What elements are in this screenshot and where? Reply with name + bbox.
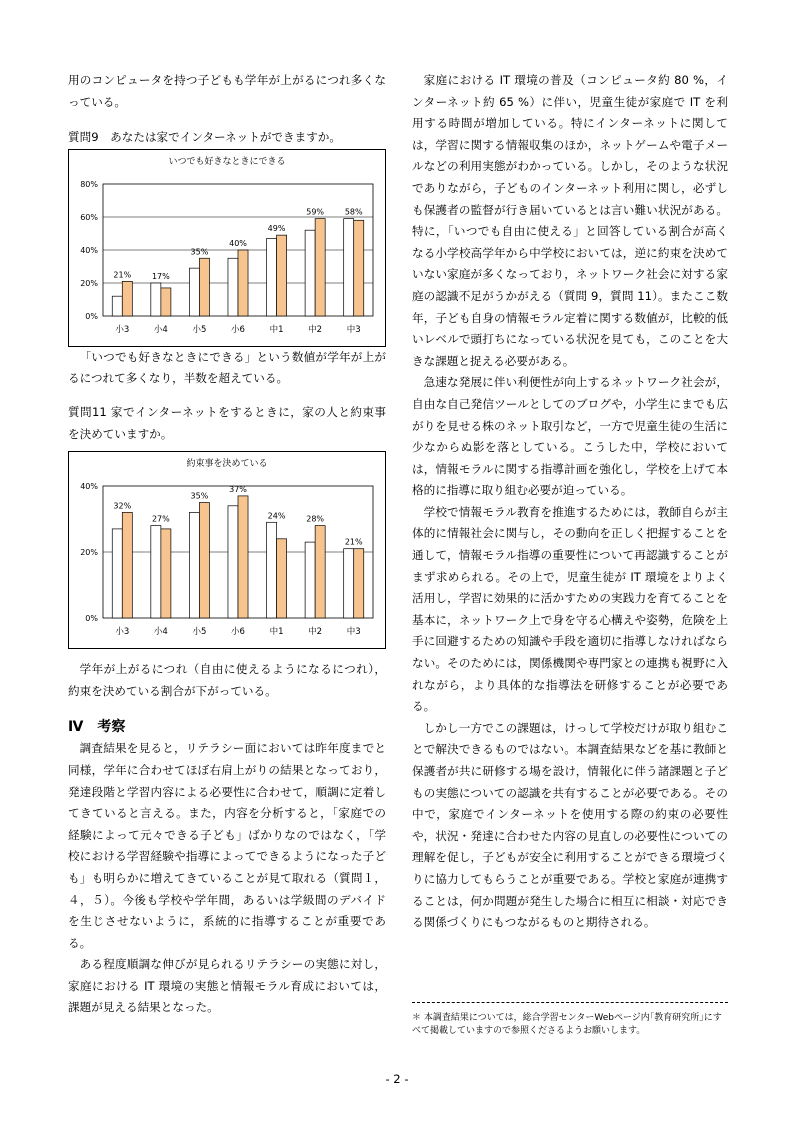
chart-q9 xyxy=(68,149,386,347)
bar-series-b xyxy=(277,539,287,618)
bar-series-a xyxy=(151,526,161,618)
right-paragraph-1: 家庭における IT 環境の普及（コンピュータ約 80 %，インターネット約 65 %）に伴い，児童生徒が家庭で IT を利用する時間が増加している。特にインターネットに関しては，学習に関する情報収集のほか，ネットゲームや電子メールなどの利用実態がわかっている。しかし，そのような状況でありながら，子どものインターネット利用に関し，必ずしも保護者の監督が行き届いているとは言い難い状況がある。特に，「いつでも自由に使える」と回答している割合が高くなる小学校高学年から中学校においては，逆に約束を決めていない家庭が多くなっており，ネットワーク社会に対する家庭の認識不足がうかがえる（質問 9，質問 11）。またここ数年，子ども自身の情報モラル定着に関する数値が，比較的低いレベルで頭打ちになっている状況を見ても，このことを大きな課題と捉える必要がある。 xyxy=(412,73,728,368)
bar-series-b xyxy=(354,220,364,316)
data-label: 37% xyxy=(229,485,247,495)
x-tick-label: 中1 xyxy=(269,324,284,335)
bar-series-b xyxy=(122,513,132,619)
intro-paragraph: 用のコンピュータを持つ子どもも学年が上がるにつれ多くなっている。 xyxy=(68,73,386,109)
data-label: 49% xyxy=(267,223,286,233)
chart-q11 xyxy=(68,451,386,649)
chart-title: いつでも好きなときにできる xyxy=(168,156,286,167)
y-tick-label: 0% xyxy=(85,614,98,624)
x-tick-label: 小4 xyxy=(153,627,168,638)
data-label: 27% xyxy=(151,514,170,524)
chart-q11-svg xyxy=(69,452,385,648)
data-label: 35% xyxy=(190,491,209,501)
y-tick-label: 20% xyxy=(80,278,98,288)
data-label: 32% xyxy=(113,501,132,511)
bar-series-a xyxy=(112,529,122,618)
x-tick-label: 小6 xyxy=(231,324,245,335)
data-label: 58% xyxy=(344,207,363,217)
section-heading: Ⅳ 考察 xyxy=(68,719,126,736)
right-paragraph-3: 学校で情報モラル教育を推進するためには，教師自らが主体的に情報社会に関与し，その動向を正しく把握することを通して，情報モラル指導の重要性について再認識することがまず求められる。その上で，児童生徒が IT 環境をよりよく活用し，学習に効果的に活かすための実践力を育てることを基本に，ネットワーク上で身を守る心構えや姿勢，危険を上手に回避するための知識や手段を適切に指導しなければならない。そのためには，関係機関や専門家との連携も視野に入れながら，より具体的な指導法を研修することが必要である。 xyxy=(412,504,728,714)
right-column xyxy=(412,70,728,934)
x-tick-label: 中1 xyxy=(269,627,284,638)
bar-series-a xyxy=(228,506,238,618)
y-tick-label: 80% xyxy=(80,179,98,189)
y-tick-label: 20% xyxy=(80,548,98,558)
bar-series-a xyxy=(267,238,277,316)
data-label: 59% xyxy=(306,207,325,217)
page-number: - 2 - xyxy=(385,1072,409,1086)
data-label: 28% xyxy=(306,514,325,524)
left-column xyxy=(68,70,386,1019)
bar-series-b xyxy=(199,258,209,316)
question-11: 質問11 家でインターネットをするときに，家の人と約束事を決めていますか。 xyxy=(68,404,386,441)
caption-q9: 「いつでも好きなときにできる」という数値が学年が上がるにつれて多くなり，半数を超えている。 xyxy=(68,349,386,386)
x-tick-label: 中3 xyxy=(346,324,361,335)
right-paragraph-2: 急速な発展に伴い利便性が向上するネットワーク社会が，自由な自己発信ツールとしてのブログや，小学生にまでも広がりを見せる株のネット取引など，一方で児童生徒の生活に少なからぬ影を落としている。こうした中，学校においては，情報モラルに関する指導計画を強化し，学校を上げて本格的に指導に取り組む必要が迫っている。 xyxy=(412,375,728,498)
y-tick-label: 40% xyxy=(80,245,98,255)
bar-series-b xyxy=(122,281,132,316)
bar-series-a xyxy=(112,296,122,316)
y-tick-label: 60% xyxy=(80,212,98,222)
bar-series-a xyxy=(305,542,315,618)
bar-series-b xyxy=(199,503,209,619)
x-tick-label: 小4 xyxy=(153,324,168,335)
bar-series-a xyxy=(305,230,315,316)
footnote: ＊ 本調査結果については，総合学習センターWebページ内｢教育研究所｣にすべて掲載していますので参照くださるようお願いします。 xyxy=(412,1002,728,1038)
x-tick-label: 小6 xyxy=(231,627,245,638)
data-label: 21% xyxy=(344,537,363,547)
consider-paragraph-2: ある程度順調な伸びが見られるリテラシーの実態に対し，家庭における IT 環境の実態と情報モラル育成においては，課題が見える結果となった。 xyxy=(68,957,386,1015)
right-paragraph-4: しかし一方でこの課題は，けっして学校だけが取り組むことで解決できるものではない。本調査結果などを基に教師と保護者が共に研修する場を設け，情報化に伴う諸課題と子どもの実態についての認識を共有することが必要である。その中で，家庭でインターネットを使用する際の約束の必要性や，状況・発達に合わせた内容の見直しの必要性についての理解を促し，子どもが安全に利用することができる環境づくりに協力してもらうことが重要である。学校と家庭が連携することは，何か問題が発生した場合に相互に相談・対応できる関係づくりにもつながるものと期待される。 xyxy=(412,720,728,930)
bar-series-b xyxy=(315,218,325,315)
caption-q11: 学年が上がるにつれ（自由に使えるようになるにつれ），約束を決めている割合が下がっている。 xyxy=(68,662,386,698)
data-label: 24% xyxy=(267,511,286,521)
bar-series-a xyxy=(344,218,354,315)
bar-series-a xyxy=(228,258,238,316)
y-tick-label: 0% xyxy=(85,311,98,321)
bar-series-b xyxy=(315,526,325,618)
bar-series-a xyxy=(189,268,199,316)
x-tick-label: 中3 xyxy=(346,627,361,638)
x-tick-label: 小3 xyxy=(115,627,130,638)
y-tick-label: 40% xyxy=(80,482,98,492)
bar-series-b xyxy=(277,235,287,316)
data-label: 40% xyxy=(229,238,247,248)
data-label: 17% xyxy=(151,271,170,281)
consider-paragraph-1: 調査結果を見ると，リテラシー面においては昨年度までと同様，学年に合わせてほぼ右肩上がりの結果となっており，発達段階と学習内容による必要性に合わせて，順調に定着してきていると言える。また，内容を分析すると，「家庭での経験によって元々できる子ども」ばかりなのではなく，「学校における学習経験や指導によってできるようになった子ども」も明らかに増えてきていることが見て取れる（質問１，４，５）。今後も学校や学年間，あるいは学級間のデバイドを生じさせないように，系統的に指導することが重要である。 xyxy=(68,741,386,950)
bar-series-b xyxy=(161,288,171,316)
x-tick-label: 中2 xyxy=(308,324,323,335)
bar-series-b xyxy=(238,496,248,618)
bar-series-a xyxy=(344,549,354,618)
bar-series-b xyxy=(161,529,171,618)
bar-series-b xyxy=(354,549,364,618)
x-tick-label: 中2 xyxy=(308,627,323,638)
bar-series-a xyxy=(151,283,161,316)
x-tick-label: 小5 xyxy=(192,627,207,638)
data-label: 21% xyxy=(113,270,132,280)
bar-series-a xyxy=(189,513,199,619)
data-label: 35% xyxy=(190,247,209,257)
question-9: 質問9 あなたは家でインターネットができますか。 xyxy=(68,130,341,145)
chart-title: 約束事を決めている xyxy=(186,459,268,470)
bar-series-a xyxy=(267,522,277,618)
bar-series-b xyxy=(238,250,248,316)
x-tick-label: 小3 xyxy=(115,324,130,335)
x-tick-label: 小5 xyxy=(192,324,207,335)
chart-q9-svg xyxy=(69,150,385,346)
